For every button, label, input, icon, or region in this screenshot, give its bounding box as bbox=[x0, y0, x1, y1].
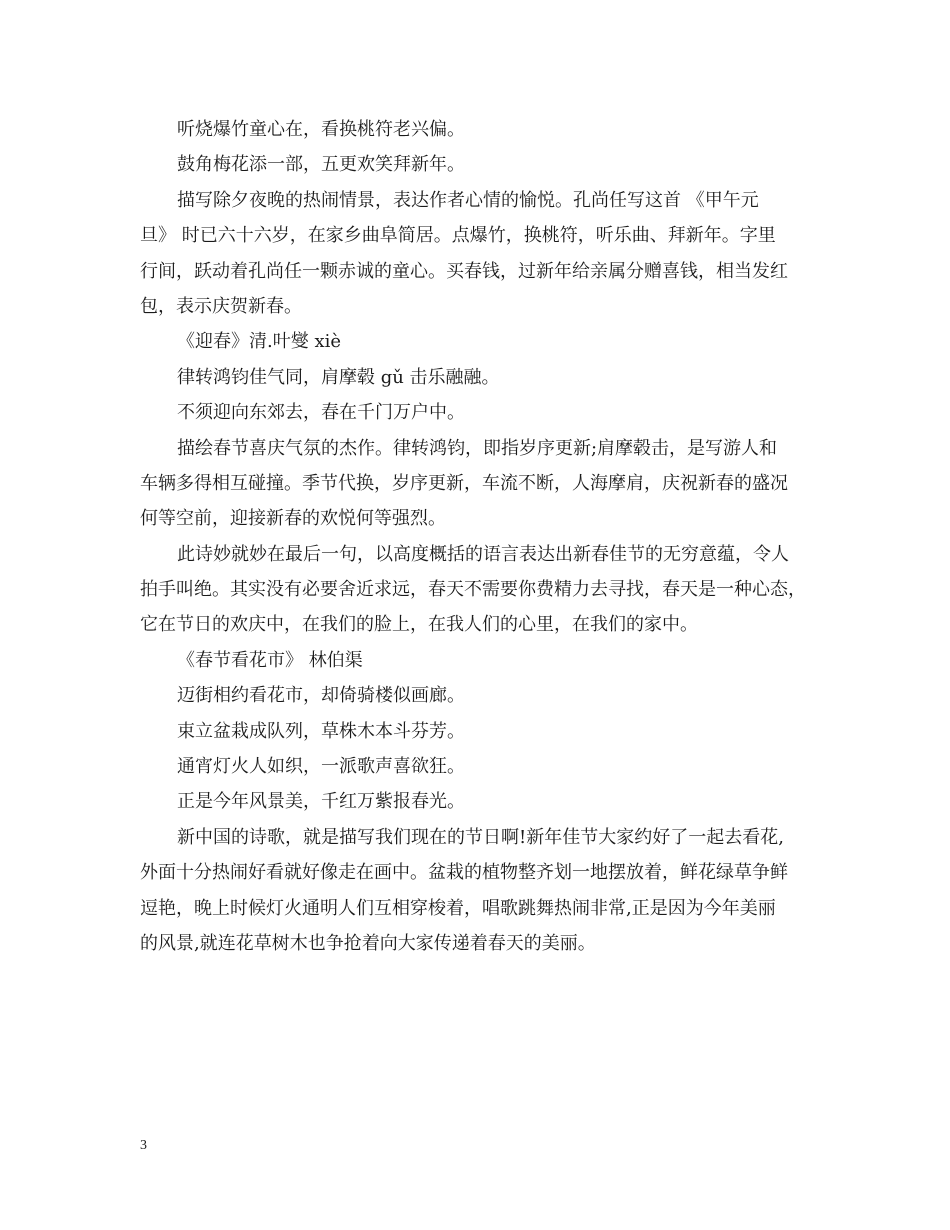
paragraph-line: 行间，跃动着孔尚任一颗赤诚的童心。买春钱，过新年给亲属分赠喜钱，相当发红 bbox=[140, 260, 788, 282]
poem-line: 鼓角梅花添一部，五更欢笑拜新年。 bbox=[177, 154, 465, 176]
poem-line: 不须迎向东郊去，春在千门万户中。 bbox=[177, 402, 465, 424]
paragraph-line: 的风景,就连花草树木也争抢着向大家传递着春天的美丽。 bbox=[140, 932, 596, 954]
poem-line: 通宵灯火人如织，一派歌声喜欲狂。 bbox=[177, 756, 465, 778]
paragraph-line: 新中国的诗歌，就是描写我们现在的节日啊!新年佳节大家约好了一起去看花, bbox=[177, 826, 784, 848]
paragraph-line: 描写除夕夜晚的热闹情景，表达作者心情的愉悦。孔尚任写这首 《甲午元 bbox=[177, 189, 759, 211]
paragraph-line: 拍手叫绝。其实没有必要舍近求远，春天不需要你费精力去寻找，春天是一种心态， bbox=[140, 579, 806, 601]
paragraph-line: 它在节日的欢庆中，在我们的脸上，在我人们的心里，在我们的家中。 bbox=[140, 614, 698, 636]
paragraph-line: 描绘春节喜庆气氛的杰作。律转鸿钧，即指岁序更新;肩摩毂击，是写游人和 bbox=[177, 437, 778, 459]
poem-line: 正是今年风景美，千红万紫报春光。 bbox=[177, 791, 465, 813]
poem-title: 《迎春》清.叶燮 xiè bbox=[177, 331, 342, 353]
paragraph-line: 旦》 时已六十六岁，在家乡曲阜简居。点爆竹，换桃符，听乐曲、拜新年。字里 bbox=[140, 225, 776, 247]
paragraph-line: 何等空前，迎接新春的欢悦何等强烈。 bbox=[140, 508, 446, 530]
page-number: 3 bbox=[140, 1138, 147, 1153]
poem-line: 束立盆栽成队列，草株木本斗芬芳。 bbox=[177, 720, 465, 742]
paragraph-line: 车辆多得相互碰撞。季节代换，岁序更新，车流不断，人海摩肩，庆祝新春的盛况 bbox=[140, 472, 788, 494]
poem-line: 律转鸿钧佳气同，肩摩毂 gǔ 击乐融融。 bbox=[177, 366, 500, 388]
paragraph-line: 外面十分热闹好看就好像走在画中。盆栽的植物整齐划一地摆放着，鲜花绿草争鲜 bbox=[140, 862, 788, 884]
document-body bbox=[140, 112, 812, 961]
paragraph-line: 逗艳，晚上时候灯火通明人们互相穿梭着，唱歌跳舞热闹非常,正是因为今年美丽 bbox=[140, 897, 776, 919]
paragraph-line: 包，表示庆贺新春。 bbox=[140, 295, 302, 317]
paragraph-line: 此诗妙就妙在最后一句，以高度概括的语言表达出新春佳节的无穷意蕴，令人 bbox=[177, 543, 789, 565]
poem-line: 迈街相约看花市，却倚骑楼似画廊。 bbox=[177, 685, 465, 707]
poem-title: 《春节看花市》 林伯渠 bbox=[177, 649, 363, 671]
poem-line: 听烧爆竹童心在，看换桃符老兴偏。 bbox=[177, 119, 465, 140]
